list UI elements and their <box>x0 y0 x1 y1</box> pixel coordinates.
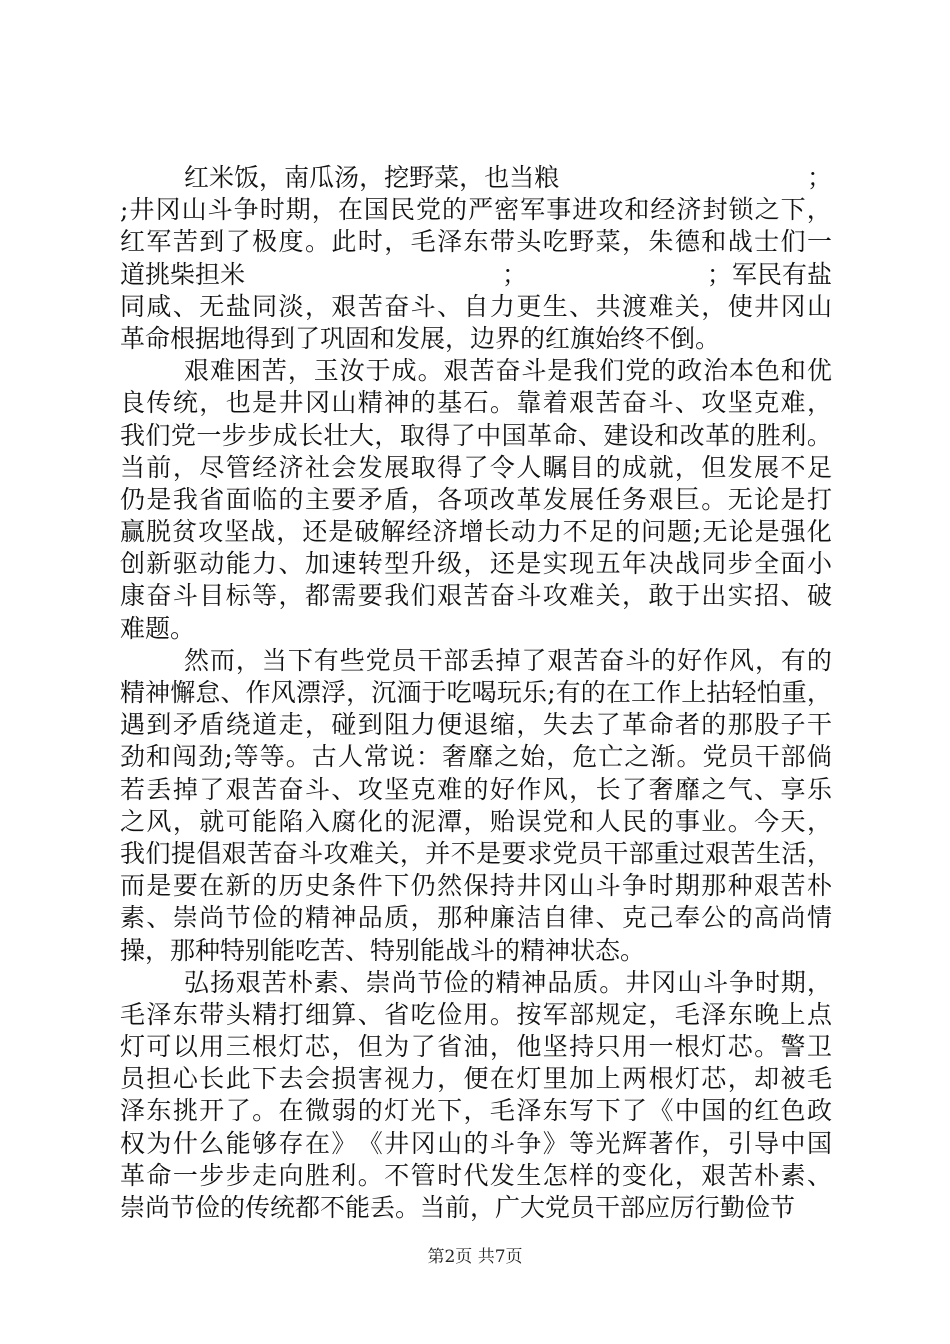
paragraph-line: 精 神 懈 怠 、 作 风 漂 浮 ， 沉 湎 于 吃 喝 玩 乐 ; 有 的 在 工 作 上 拈 轻 怕 重 ， <box>120 678 832 707</box>
paragraph-line: 红 军 苦 到 了 极 度 。 此 时 ， 毛 泽 东 带 头 吃 野 菜 ， 朱 德 和 战 士 们 一 <box>120 227 832 257</box>
paragraph-line: 而 是 要 在 新 的 历 史 条 件 下 仍 然 保 持 井 冈 山 斗 争 时 期 那 种 艰 苦 朴 <box>120 871 832 901</box>
paragraph-line: 创 新 驱 动 能 力 、 加 速 转 型 升 级 ， 还 是 实 现 五 年 决 战 同 步 全 面 小 <box>120 549 832 579</box>
paragraph-line: 康 奋 斗 目 标 等 ， 都 需 要 我 们 艰 苦 奋 斗 攻 难 关 ， 敢 于 出 实 招 、 破 <box>120 581 832 611</box>
paragraph-line: 之 风 ， 就 可 能 陷 入 腐 化 的 泥 潭 ， 贻 误 党 和 人 民 的 事 业 。 今 天 ， <box>120 806 832 836</box>
paragraph-line: 良 传 统 ， 也 是 井 冈 山 精 神 的 基 石 。 靠 着 艰 苦 奋 斗 、 攻 坚 克 难 ， <box>120 388 832 418</box>
paragraph-line: 然 而 ， 当 下 有 些 党 员 干 部 丢 掉 了 艰 苦 奋 斗 的 好 作 风 ， 有 的 <box>184 645 832 675</box>
paragraph-line: 艰 难 困 苦 ， 玉 汝 于 成 。 艰 苦 奋 斗 是 我 们 党 的 政 治 本 色 和 优 <box>184 356 832 386</box>
paragraph-line: 权 为 什 么 能 够 存 在 》 《 井 冈 山 的 斗 争 》 等 光 辉 著 作 ， 引 导 中 国 <box>120 1128 832 1158</box>
paragraph-line: 仍 是 我 省 面 临 的 主 要 矛 盾 ， 各 项 改 革 发 展 任 务 艰 巨 。 无 论 是 打 <box>120 484 832 514</box>
paragraph-line: 同 咸 、 无 盐 同 淡 ， 艰 苦 奋 斗 、 自 力 更 生 、 共 渡 难 关 ， 使 井 冈 山 <box>120 291 832 321</box>
paragraph-line: 道 挑 柴 担 米 ； ； 军 民 有 盐 <box>120 259 832 289</box>
paragraph-line: 革命根据地得到了巩固和发展，边界的红旗始终不倒。 <box>120 323 721 353</box>
paragraph-line: 员 担 心 长 此 下 去 会 损 害 视 力 ， 便 在 灯 里 加 上 两 根 灯 芯 ， 却 被 毛 <box>120 1064 832 1094</box>
paragraph-line: 革 命 一 步 步 走 向 胜 利 。 不 管 时 代 发 生 怎 样 的 变 化 ， 艰 苦 朴 素 、 <box>120 1160 832 1190</box>
paragraph-line: 难题。 <box>120 613 196 643</box>
paragraph-line: 我 们 提 倡 艰 苦 奋 斗 攻 难 关 ， 并 不 是 要 求 党 员 干 部 重 过 艰 苦 生 活 ， <box>120 838 832 868</box>
paragraph-line: 若 丢 掉 了 艰 苦 奋 斗 、 攻 坚 克 难 的 好 作 风 ， 长 了 奢 靡 之 气 、 享 乐 <box>120 774 832 804</box>
paragraph-line: 泽 东 挑 开 了 。 在 微 弱 的 灯 光 下 ， 毛 泽 东 写 下 了 《 中 国 的 红 色 政 <box>120 1096 832 1126</box>
paragraph-line: 劲 和 闯 劲 ; 等 等 。 古 人 常 说 ： 奢 靡 之 始 ， 危 亡 之 渐 。 党 员 干 部 倘 <box>120 742 832 772</box>
paragraph-line: 毛 泽 东 带 头 精 打 细 算 、 省 吃 俭 用 。 按 军 部 规 定 ， 毛 泽 东 晚 上 点 <box>120 999 832 1029</box>
paragraph-line: 我 们 党 一 步 步 成 长 壮 大 ， 取 得 了 中 国 革 命 、 建 设 和 改 革 的 胜 利 。 <box>120 420 832 450</box>
paragraph-line: 当 前 ， 尽 管 经 济 社 会 发 展 取 得 了 令 人 瞩 目 的 成 就 ， 但 发 展 不 足 <box>120 452 832 482</box>
page-footer: 第2页 共7页 <box>427 1247 523 1267</box>
paragraph-line: 素 、 崇 尚 节 俭 的 精 神 品 质 ， 那 种 廉 洁 自 律 、 克 己 奉 公 的 高 尚 情 <box>120 903 832 933</box>
paragraph-line: ; 井 冈 山 斗 争 时 期 ， 在 国 民 党 的 严 密 军 事 进 攻 和 经 济 封 锁 之 下 ， <box>120 195 832 225</box>
paragraph-line: 崇尚节俭的传统都不能丢。当前，广大党员干部应厉行勤俭节 <box>120 1193 796 1222</box>
paragraph-line: 遇 到 矛 盾 绕 道 走 ， 碰 到 阻 力 便 退 缩 ， 失 去 了 革 命 者 的 那 股 子 干 <box>120 710 832 740</box>
paragraph-line: 操，那种特别能吃苦、特别能战斗的精神状态。 <box>120 935 646 965</box>
paragraph-line: 赢 脱 贫 攻 坚 战 ， 还 是 破 解 经 济 增 长 动 力 不 足 的 问 题 ; 无 论 是 强 化 <box>120 517 832 547</box>
body-text <box>120 162 832 1224</box>
paragraph-line: 灯 可 以 用 三 根 灯 芯 ， 但 为 了 省 油 ， 他 坚 持 只 用 一 根 灯 芯 。 警 卫 <box>120 1032 832 1062</box>
paragraph-line: 弘 扬 艰 苦 朴 素 、 崇 尚 节 俭 的 精 神 品 质 。 井 冈 山 斗 争 时 期 ， <box>184 967 832 997</box>
paragraph-line: 红 米 饭 ， 南 瓜 汤 ， 挖 野 菜 ， 也 当 粮 ； <box>184 163 832 192</box>
